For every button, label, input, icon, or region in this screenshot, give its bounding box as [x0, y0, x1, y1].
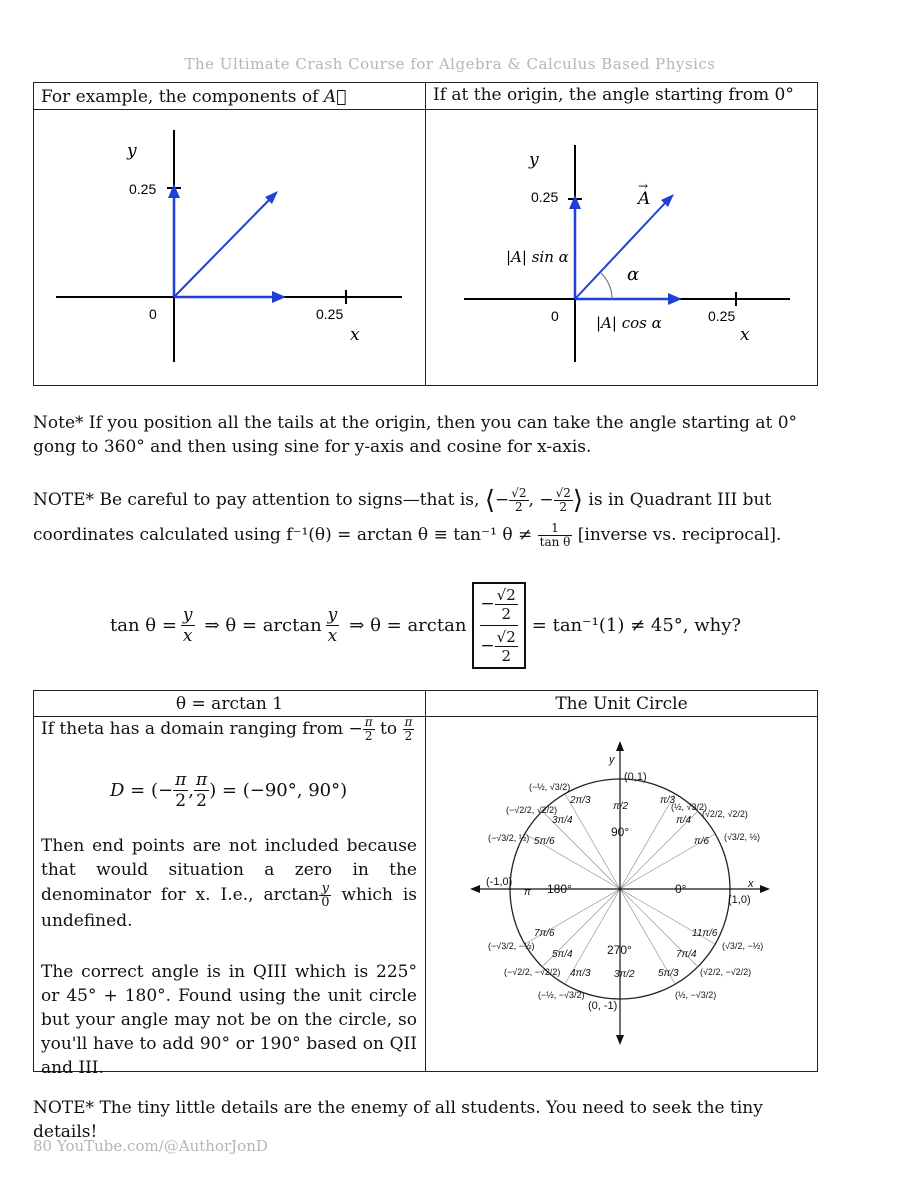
- svg-text:11π/6: 11π/6: [692, 928, 718, 939]
- svg-text:0.25: 0.25: [531, 189, 559, 205]
- svg-text:(√2/2, √2/2): (√2/2, √2/2): [702, 809, 748, 819]
- table2-right-header: The Unit Circle: [555, 694, 688, 714]
- table2-para-1: Then end points are not included because that would situation a zero in the denominator for x. I.e., arctan $\frac{y}{0}$ which is undefined.: [41, 836, 417, 931]
- svg-text:180°: 180°: [547, 882, 572, 896]
- table2-para-2: The correct angle is in QIII which is 225° or 45° + 180°. Found using the unit circle but your angle may not be on the circle, so you'll have to add 90° or 190° based on QII and III.: [41, 962, 417, 1078]
- svg-text:x: x: [740, 325, 750, 345]
- x-axis-label: x: [350, 325, 360, 345]
- domain-text: If theta has a domain ranging from − $\frac{\pi}{2}$ to $\frac{\pi}{2}$: [41, 715, 413, 743]
- svg-text:4π/3: 4π/3: [570, 968, 591, 979]
- svg-text:(√2/2, −√2/2): (√2/2, −√2/2): [700, 967, 752, 977]
- note-3: NOTE* The tiny little details are the enemy of all students. You need to seek the tiny details!: [33, 1098, 763, 1142]
- svg-text:π/4: π/4: [676, 815, 692, 826]
- alpha-label: α: [627, 264, 640, 285]
- svg-text:(√3/2, −½): (√3/2, −½): [722, 941, 764, 951]
- unit-circle-diagram: [426, 717, 817, 1071]
- vector-a-label: A: [638, 189, 651, 209]
- svg-text:(½, √3/2): (½, √3/2): [671, 802, 707, 812]
- svg-text:(−√3/2, ½): (−√3/2, ½): [488, 833, 530, 843]
- svg-text:(√3/2, ½): (√3/2, ½): [724, 832, 760, 842]
- y-axis-label: y: [127, 141, 137, 161]
- angle-arc: [601, 273, 612, 299]
- note-1: Note* If you position all the tails at the origin, then you can take the angle starting at 0° gong to 360° and then using sine for y-axis and cosine for x-axis.: [33, 413, 798, 457]
- svg-text:(−½, −√3/2): (−½, −√3/2): [538, 990, 585, 1000]
- svg-text:5π/3: 5π/3: [658, 968, 679, 979]
- note-2-line1: NOTE* Be careful to pay attention to signs—that is, ⟨− $\frac{√2}{2}$ , − $\frac{√2}{2}$ ⟩ is in Quadrant III but: [33, 485, 772, 516]
- point-0-1: (0,1): [624, 771, 647, 783]
- cos-component-label: |A| cos α: [596, 314, 662, 332]
- running-header: The Ultimate Crash Course for Algebra & Calculus Based Physics: [184, 55, 716, 73]
- svg-text:7π/6: 7π/6: [534, 928, 555, 939]
- vector-graph-right: [426, 110, 817, 385]
- svg-text:5π/4: 5π/4: [552, 949, 573, 960]
- point-1-0: (1,0): [728, 894, 751, 906]
- x-tick-label: 0.25: [316, 306, 344, 322]
- page-footer: 80 YouTube.com/@AuthorJonD: [33, 1137, 268, 1155]
- svg-text:(−½, √3/2): (−½, √3/2): [529, 782, 571, 792]
- note-2-line2: coordinates calculated using f⁻¹(θ) = arctan θ ≡ tan⁻¹ θ ≠ $\frac{1}{\text{tan θ}}$ [inverse vs. reciprocal].: [33, 521, 782, 549]
- origin-label: 0: [149, 306, 157, 322]
- svg-text:π/6: π/6: [694, 836, 710, 847]
- y-tick-label: 0.25: [129, 181, 157, 197]
- svg-text:5π/6: 5π/6: [534, 836, 555, 847]
- vector-a: [174, 199, 270, 297]
- svg-text:2π/3: 2π/3: [570, 795, 591, 806]
- svg-text:y: y: [529, 150, 539, 170]
- table1-left-header: For example, the components of A⃗: [41, 87, 347, 107]
- svg-text:3π/4: 3π/4: [552, 815, 573, 826]
- table2-left-header: θ = arctan 1: [175, 694, 284, 714]
- point-neg1-0: (-1,0): [486, 876, 513, 888]
- svg-text:y: y: [609, 754, 615, 766]
- svg-text:(−√3/2, −½): (−√3/2, −½): [488, 941, 535, 951]
- svg-text:3π/2: 3π/2: [614, 969, 635, 980]
- point-0-neg1: (0, -1): [588, 1000, 618, 1012]
- svg-text:0: 0: [551, 308, 559, 324]
- svg-text:→: →: [638, 179, 649, 193]
- arctan-equation: tan θ = $\frac{y}{x}$ ⇒ θ = arctan $\frac{y}{x}$ ⇒ θ = arctan − $\frac{√2}{2}$ − $\frac{√2}{2}$ = tan⁻¹(1) ≠ 45°, why?: [110, 582, 741, 668]
- vector-graph-left: [34, 110, 424, 385]
- sin-component-label: |A| sin α: [506, 248, 569, 266]
- svg-text:7π/4: 7π/4: [676, 949, 697, 960]
- svg-text:90°: 90°: [611, 825, 630, 839]
- svg-text:270°: 270°: [607, 943, 632, 957]
- table1-right-header: If at the origin, the angle starting from 0°: [433, 85, 794, 105]
- svg-text:π/2: π/2: [613, 801, 629, 812]
- svg-text:(−√2/2, √2/2): (−√2/2, √2/2): [506, 805, 558, 815]
- svg-text:0.25: 0.25: [708, 308, 736, 324]
- domain-equation: D = (− $\frac{\pi}{2}$ , $\frac{\pi}{2}$ ) = (−90°, 90°): [110, 770, 348, 811]
- svg-text:π/3: π/3: [660, 795, 676, 806]
- svg-text:(−√2/2, −√2/2): (−√2/2, −√2/2): [504, 967, 561, 977]
- svg-text:0°: 0°: [675, 882, 687, 896]
- svg-text:(½, −√3/2): (½, −√3/2): [675, 990, 717, 1000]
- svg-text:π: π: [524, 887, 531, 898]
- svg-text:x: x: [748, 878, 754, 890]
